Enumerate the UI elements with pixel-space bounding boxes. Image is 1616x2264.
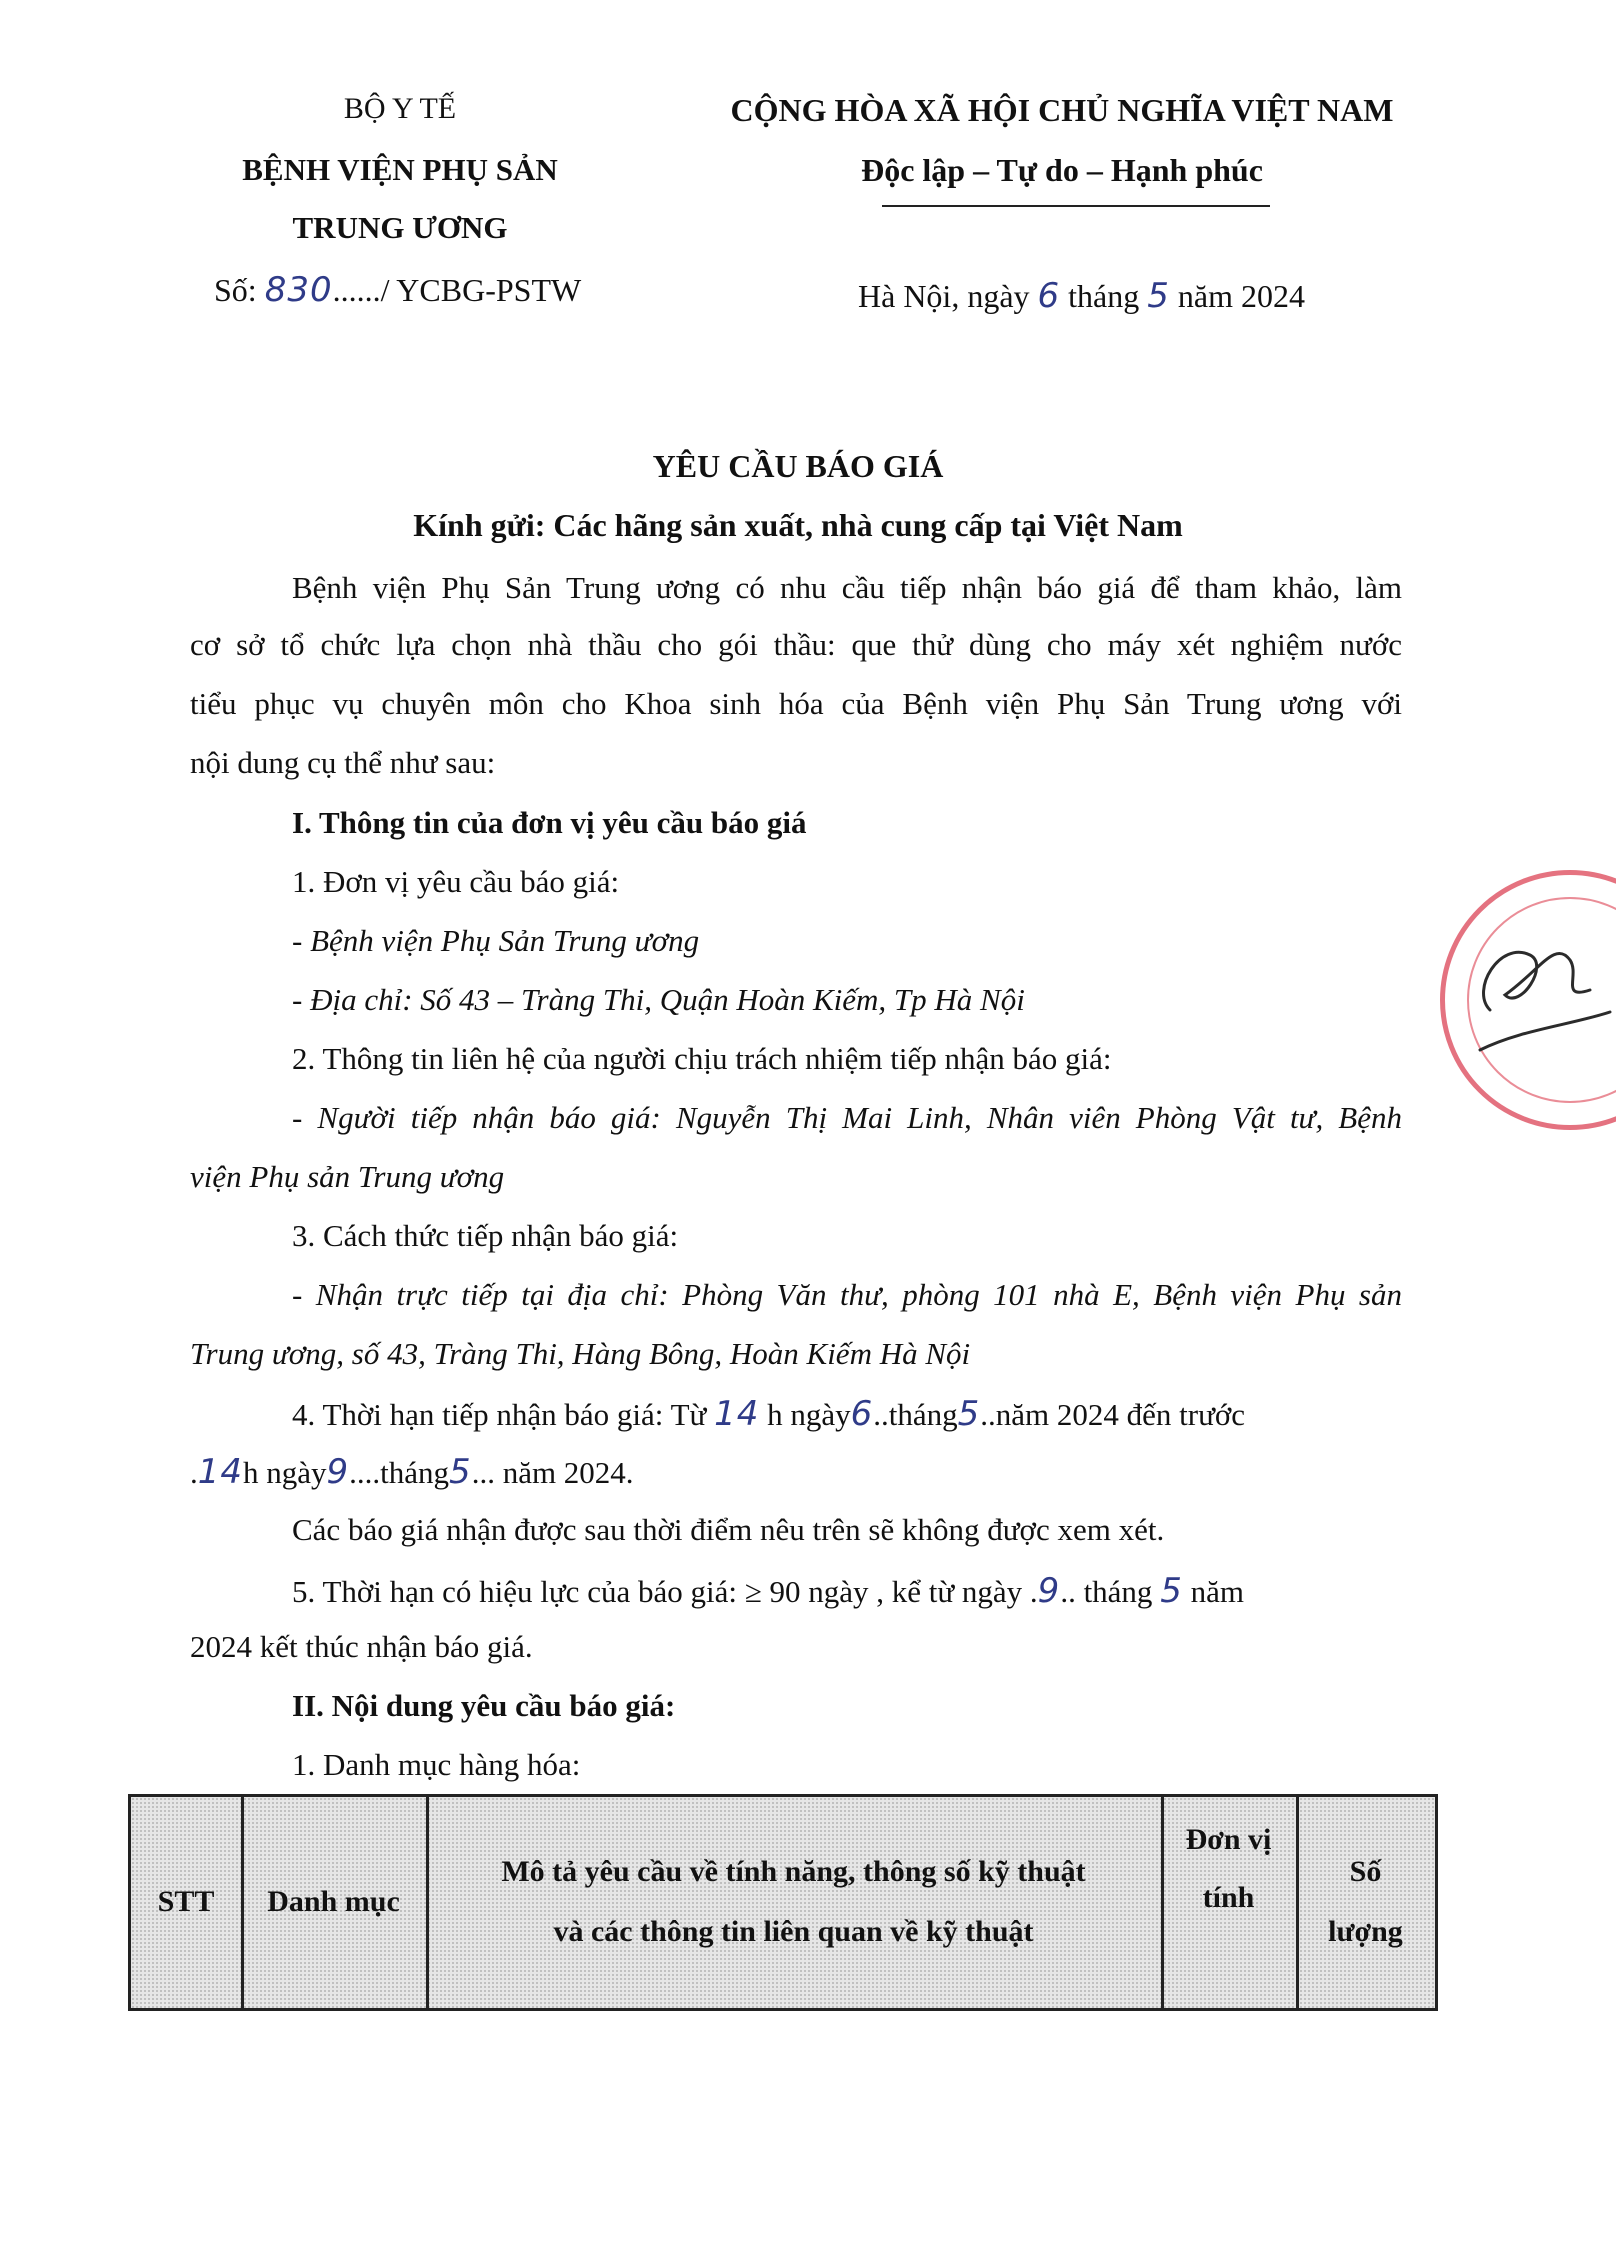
date-month-label: tháng [1060, 278, 1148, 314]
section-1-item-2: 2. Thông tin liên hệ của người chịu trách nhiệm tiếp nhận báo giá: [292, 1041, 1112, 1076]
national-motto: Độc lập – Tự do – Hạnh phúc [861, 152, 1263, 188]
late-submission-note: Các báo giá nhận được sau thời điểm nêu trên sẽ không được xem xét. [292, 1512, 1165, 1547]
col-unit-label-1: Đơn vị [1185, 1823, 1272, 1856]
deadline-text-a: 4. Thời hạn tiếp nhận báo giá: Từ [292, 1397, 715, 1432]
intro-line-2: cơ sở tổ chức lựa chọn nhà thầu cho gói thầu: que thử dùng cho máy xét nghiệm nước [190, 627, 1402, 662]
date-month-handwritten: 5 [1147, 276, 1170, 316]
validity-line-1: 5. Thời hạn có hiệu lực của báo giá: ≥ 90 ngày , kể từ ngày .9.. tháng 5 năm [292, 1571, 1244, 1611]
deadline-text-f: ....tháng [349, 1455, 450, 1490]
section-2-heading: II. Nội dung yêu cầu báo giá: [292, 1688, 676, 1723]
deadline-day-from: 6 [850, 1394, 874, 1434]
receiving-method-line-1: - Nhận trực tiếp tại địa chỉ: Phòng Văn thư, phòng 101 nhà E, Bệnh viện Phụ sản [292, 1277, 1402, 1312]
deadline-hour-from: 14 [714, 1394, 760, 1434]
hospital-name-line1: BỆNH VIỆN PHỤ SẢN [242, 152, 558, 187]
col-name-label: Danh mục [267, 1885, 400, 1918]
document-number-handwritten: 830 [264, 270, 333, 310]
deadline-line-2: .14h ngày9....tháng5... năm 2024. [190, 1452, 634, 1492]
goods-table-header [128, 1794, 1438, 2011]
document-number-suffix: ....../ YCBG-PSTW [332, 272, 582, 308]
validity-line-2: 2024 kết thúc nhận báo giá. [190, 1629, 533, 1664]
date-prefix: Hà Nội, ngày [858, 278, 1038, 314]
requester-address: - Địa chỉ: Số 43 – Tràng Thi, Quận Hoàn Kiếm, Tp Hà Nội [292, 982, 1025, 1017]
date-day-handwritten: 6 [1037, 276, 1061, 316]
col-stt [131, 1797, 244, 2008]
deadline-line-1 [292, 1394, 1245, 1434]
validity-text-a: 5. Thời hạn có hiệu lực của báo giá: ≥ 90 ngày , kể từ ngày [292, 1574, 1030, 1609]
recipient-line: Kính gửi: Các hãng sản xuất, nhà cung cấp tại Việt Nam [413, 507, 1183, 543]
col-description [426, 1797, 1164, 2008]
document-date [858, 276, 1305, 316]
col-quantity-label-1: Số [1349, 1855, 1382, 1888]
col-unit-label-2: tính [1202, 1881, 1255, 1914]
col-name [241, 1797, 429, 2008]
intro-line-1: Bệnh viện Phụ Sản Trung ương có nhu cầu tiếp nhận báo giá để tham khảo, làm [292, 570, 1402, 605]
contact-person-line-1: - Người tiếp nhận báo giá: Nguyễn Thị Mai Linh, Nhân viên Phòng Vật tư, Bệnh [292, 1100, 1402, 1135]
document-title: YÊU CẦU BÁO GIÁ [652, 448, 944, 484]
section-1-item-1: 1. Đơn vị yêu cầu báo giá: [292, 864, 620, 899]
deadline-hour-to: 14 [197, 1452, 244, 1492]
section-1-heading: I. Thông tin của đơn vị yêu cầu báo giá [292, 805, 807, 840]
col-description-label-1: Mô tả yêu cầu về tính năng, thông số kỹ thuật [501, 1855, 1086, 1888]
deadline-day-to: 9 [326, 1452, 350, 1492]
validity-day: 9 [1037, 1571, 1061, 1611]
deadline-month-to: 5 [449, 1452, 472, 1492]
receiving-method-line-2: Trung ương, số 43, Tràng Thi, Hàng Bông, Hoàn Kiếm Hà Nội [190, 1336, 971, 1371]
contact-person-line-2: viện Phụ sản Trung ương [190, 1159, 505, 1194]
hospital-name-line2: TRUNG ƯƠNG [292, 210, 508, 245]
deadline-text-g: ... năm 2024. [471, 1455, 634, 1490]
motto-underline [882, 205, 1270, 207]
intro-line-4: nội dung cụ thể như sau: [190, 745, 496, 780]
ministry-name: BỘ Y TẾ [343, 92, 457, 125]
document-number [214, 270, 581, 310]
signature-mark [1460, 900, 1616, 1070]
validity-text-c: năm [1182, 1574, 1244, 1609]
document-number-prefix: Số: [214, 272, 265, 308]
deadline-text-c: ..tháng [873, 1397, 958, 1432]
col-unit [1161, 1797, 1299, 2008]
col-stt-label: STT [157, 1885, 215, 1918]
intro-line-3: tiểu phục vụ chuyên môn cho Khoa sinh hóa của Bệnh viện Phụ Sản Trung ương với [190, 686, 1402, 721]
deadline-text-b: h ngày [759, 1397, 851, 1432]
col-description-label-2: và các thông tin liên quan về kỹ thuật [553, 1915, 1034, 1948]
validity-text-b: .. tháng [1060, 1574, 1161, 1609]
col-quantity-label-2: lượng [1328, 1915, 1403, 1948]
requester-name: - Bệnh viện Phụ Sản Trung ương [292, 923, 700, 958]
deadline-month-from: 5 [957, 1394, 981, 1434]
section-1-item-3: 3. Cách thức tiếp nhận báo giá: [292, 1218, 679, 1253]
section-2-item-1: 1. Danh mục hàng hóa: [292, 1747, 581, 1782]
deadline-text-e: h ngày [243, 1455, 327, 1490]
col-quantity [1296, 1797, 1435, 2008]
deadline-text-d: ..năm 2024 đến trước [980, 1397, 1246, 1432]
validity-month: 5 [1160, 1571, 1183, 1611]
date-suffix: năm 2024 [1169, 278, 1305, 314]
nation-title: CỘNG HÒA XÃ HỘI CHỦ NGHĨA VIỆT NAM [730, 92, 1394, 128]
